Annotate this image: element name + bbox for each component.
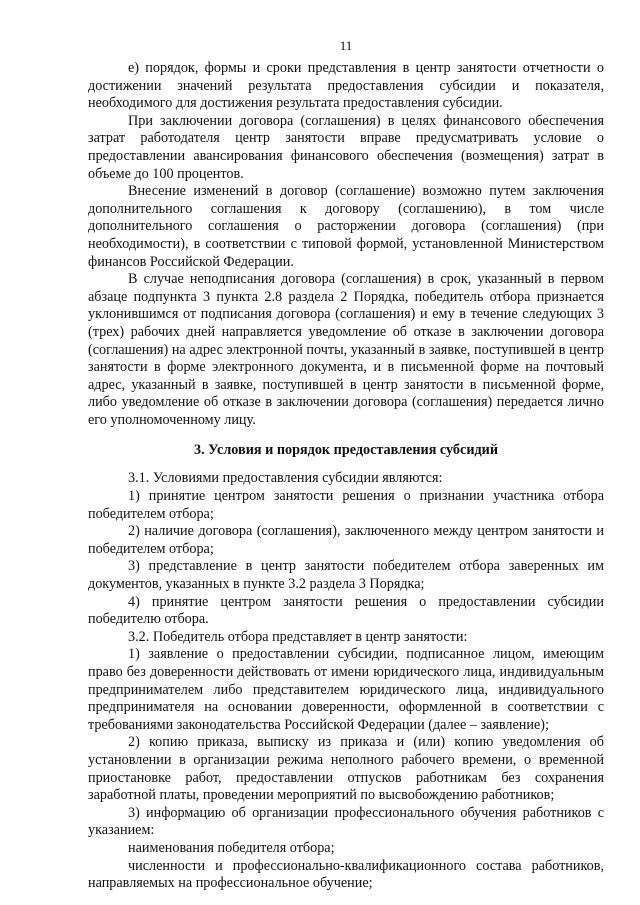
clause-3-2: 3.2. Победитель отбора представляет в центр занятости: xyxy=(128,628,468,645)
paragraph-advance-payment: При заключении договора (соглашения) в целях финансового обеспечения затрат работодателя центр занятости вправе предусматривать условие о предоставлении авансирования финансового обеспечения (возмещения) затрат в объеме до 100 процентов. xyxy=(88,112,604,182)
clause-3-2-item-3: 3) информацию об организации профессионального обучения работников с указанием: xyxy=(88,804,604,839)
clause-3-1-item-2: 2) наличие договора (соглашения), заключенного между центром занятости и победителем отбора; xyxy=(88,523,604,557)
clause-3-2-item-2: 2) копию приказа, выписку из приказа и (или) копию уведомления об установлении в организации режима неполного рабочего времени, о временной приостановке работ, предоставлении отпусков работникам без сохранения заработной платы, проведении мероприятий по высвобождению работников; xyxy=(88,734,604,804)
clause-3-2-item-1: 1) заявление о предоставлении субсидии, подписанное лицом, имеющим право без доверенности действовать от имени юридического лица, индивидуальным предпринимателем либо представителем юридического лица, индивидуального предпринимателя на основании доверенности, оформленной в соответствии с требованиями законодательства Российской Федерации (далее – заявление); xyxy=(88,646,604,733)
page-number: 11 xyxy=(339,38,353,53)
paragraph-non-signing: В случае неподписания договора (соглашения) в срок, указанный в первом абзаце подпункта 3 пункта 2.8 раздела 2 Порядка, победитель отбора признается уклонившимся от подписания договора (соглашения) и ему в течение следующих 3 (трех) рабочих дней направляется уведомление об отказе в заключении договора (соглашения) на адрес электронной почты, указанный в заявке, поступившей в центр занятости в форме электронного документа, и в письменной форме на почтовый адрес, указанный в заявке, поступившей в центр занятости в письменной форме, либо уведомление об отказе в заключении договора (соглашения) передается лично его уполномоченному лицу. xyxy=(88,271,604,428)
clause-3-1-item-3: 3) представление в центр занятости победителем отбора заверенных им документов, указанных в пункте 3.2 раздела 3 Порядка; xyxy=(88,558,604,593)
paragraph-reporting-order: е) порядок, формы и сроки представления в центр занятости отчетности о достижении значений результата предоставления субсидии и показателя, необходимого для достижения результата предоставления субсидии. xyxy=(88,60,604,112)
clause-3-1: 3.1. Условиями предоставления субсидии являются: xyxy=(128,470,443,487)
section-heading: 3. Условия и порядок предоставления субсидий xyxy=(193,442,499,459)
paragraph-amendments: Внесение изменений в договор (соглашение) возможно путем заключения дополнительного соглашения к договору (соглашению), в том числе дополнительного соглашения о расторжении договора (соглашения) (при необходимости), в соответствии с типовой формой, установленной Министерством финансов Российской Федерации. xyxy=(88,183,604,270)
clause-3-1-item-4: 4) принятие центром занятости решения о предоставлении субсидии победителю отбора. xyxy=(88,593,604,628)
clause-3-1-item-1: 1) принятие центром занятости решения о признании участника отбора победителем отбора; xyxy=(88,488,604,522)
clause-3-2-item-3-sub-2: численности и профессионально-квалификационного состава работников, направляемых на профессиональное обучение; xyxy=(88,857,604,892)
clause-3-2-item-3-sub-1: наименования победителя отбора; xyxy=(128,839,335,856)
